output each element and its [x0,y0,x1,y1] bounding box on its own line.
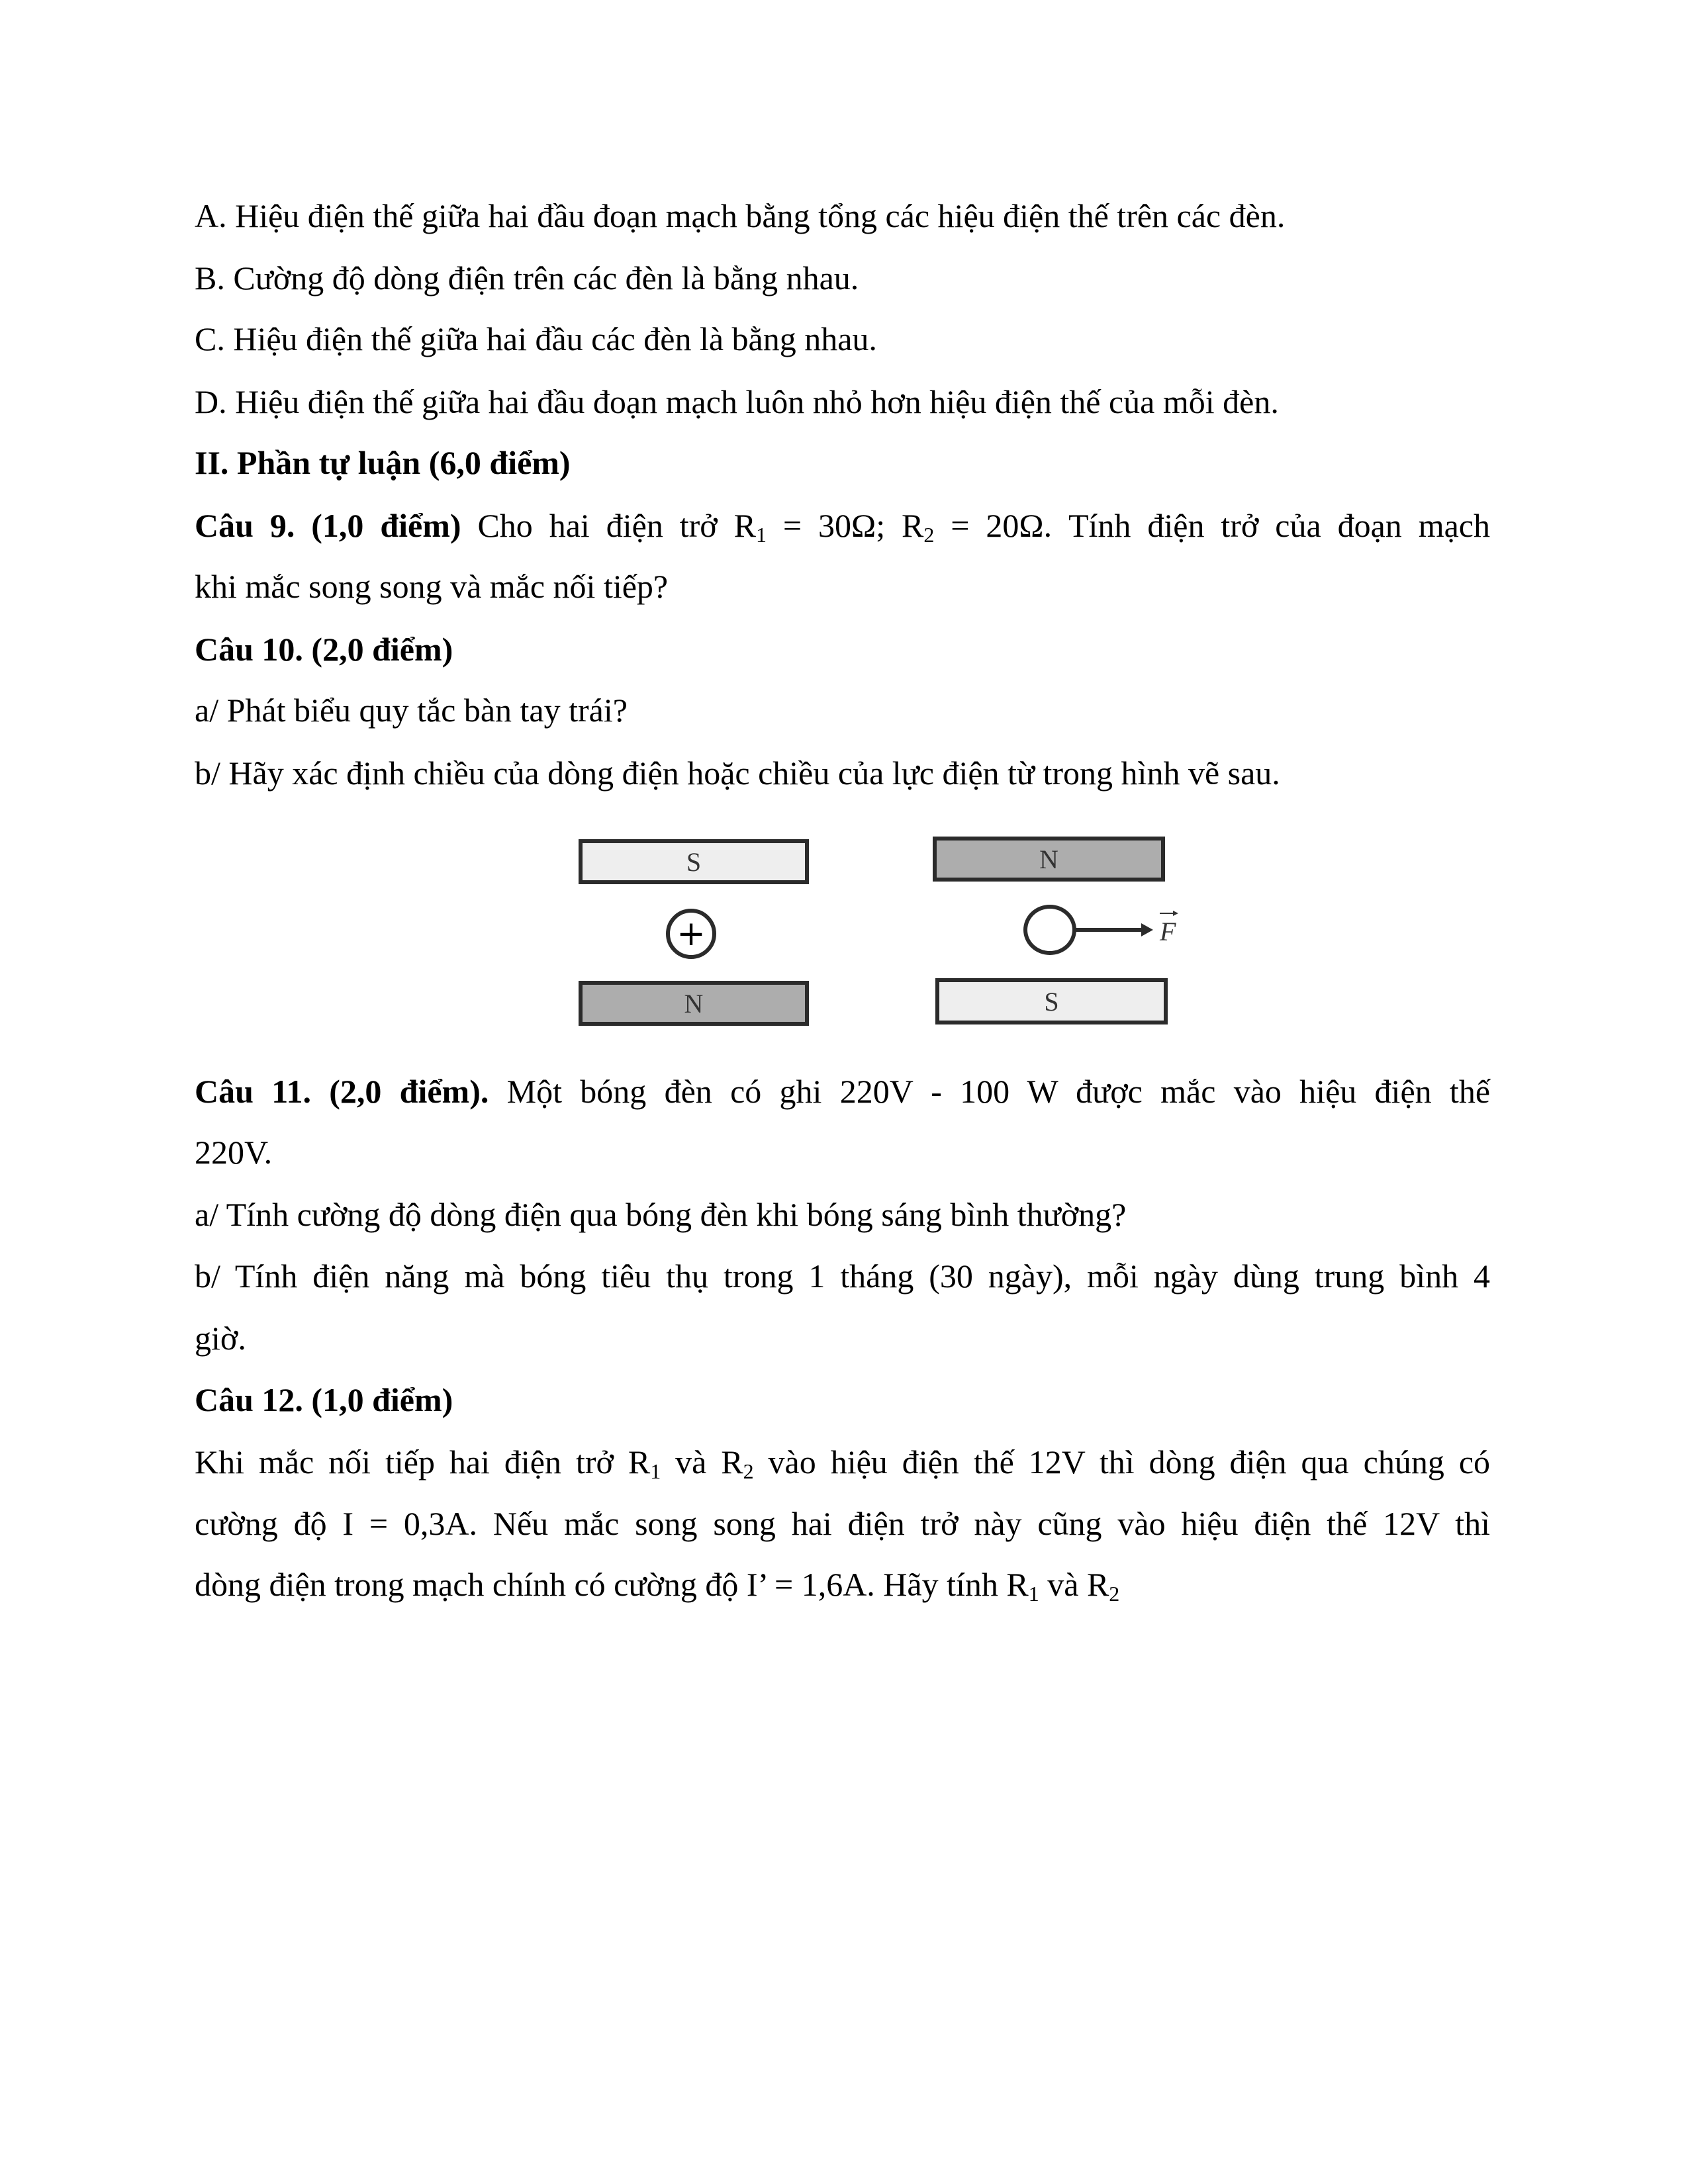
q10-a: a/ Phát biểu quy tắc bàn tay trái? [195,692,628,729]
magnet-left-bottom-north: N [579,981,809,1026]
q11-line2: 220V. [195,1134,273,1171]
q12-line2: cường độ I = 0,3A. Nếu mắc song song hai điện trở này cũng vào hiệu điện thế 12V thì [195,1505,1490,1542]
magnet-right-bottom-south: S [935,978,1168,1024]
option-d: D. Hiệu điện thế giữa hai đầu đoạn mạch luôn nhỏ hơn hiệu điện thế của mỗi đèn. [195,383,1279,420]
option-c: C. Hiệu điện thế giữa hai đầu các đèn là bằng nhau. [195,320,877,357]
q12-line1: Khi mắc nối tiếp hai điện trở $R_1$ và $R_2$ vào hiệu điện thế 12V thì dòng điện qua chúng có [195,1443,1491,1483]
q11-text: Một bóng đèn có ghi 220V - 100 W được mắc vào hiệu điện thế [489,1073,1491,1110]
q9-text: Cho hai điện trở $R_1 = 30\Omega$; $R_2 = 20\Omega$. Tính điện trở của đoạn mạch [461,507,1490,547]
q10-b: b/ Hãy xác định chiều của dòng điện hoặc chiều của lực điện từ trong hình vẽ sau. [195,754,1280,792]
q11-label: Câu 11. (2,0 điểm). [195,1073,489,1110]
section-heading [195,443,1490,482]
q11-line1 [195,1071,1490,1111]
q9-line1 [195,506,1490,545]
q10-label: Câu 10. (2,0 điểm) [195,631,453,668]
force-arrow-icon [1075,920,1154,940]
option-a: A. Hiệu điện thế giữa hai đầu đoạn mạch bằng tổng các hiệu điện thế trên các đèn. [195,197,1286,234]
q11-a: a/ Tính cường độ dòng điện qua bóng đèn khi bóng sáng bình thường? [195,1196,1127,1233]
section-title: II. Phần tự luận (6,0 điểm) [195,444,571,481]
q12-label: Câu 12. (1,0 điểm) [195,1381,453,1418]
magnet-right-top-north: N [933,837,1165,882]
magnet-left-top-south: S [579,839,809,884]
conductor-current-in-icon: + [666,909,716,959]
q11-b-line1: b/ Tính điện năng mà bóng tiêu thụ trong 1 tháng (30 ngày), mỗi ngày dùng trung bình 4 [195,1257,1490,1295]
option-b: B. Cường độ dòng điện trên các đèn là bằng nhau. [195,259,859,296]
q11-b-line2: giờ. [195,1320,246,1357]
q9-line2: khi mắc song song và mắc nối tiếp? [195,568,669,605]
conductor-unknown-icon [1023,905,1076,955]
q12-line3: dòng điện trong mạch chính có cường độ I’ = 1,6A. Hãy tính $R_1$ và $R_2$ [195,1566,1120,1606]
q9-label: Câu 9. (1,0 điểm) [195,507,461,544]
force-label: F [1160,917,1176,946]
